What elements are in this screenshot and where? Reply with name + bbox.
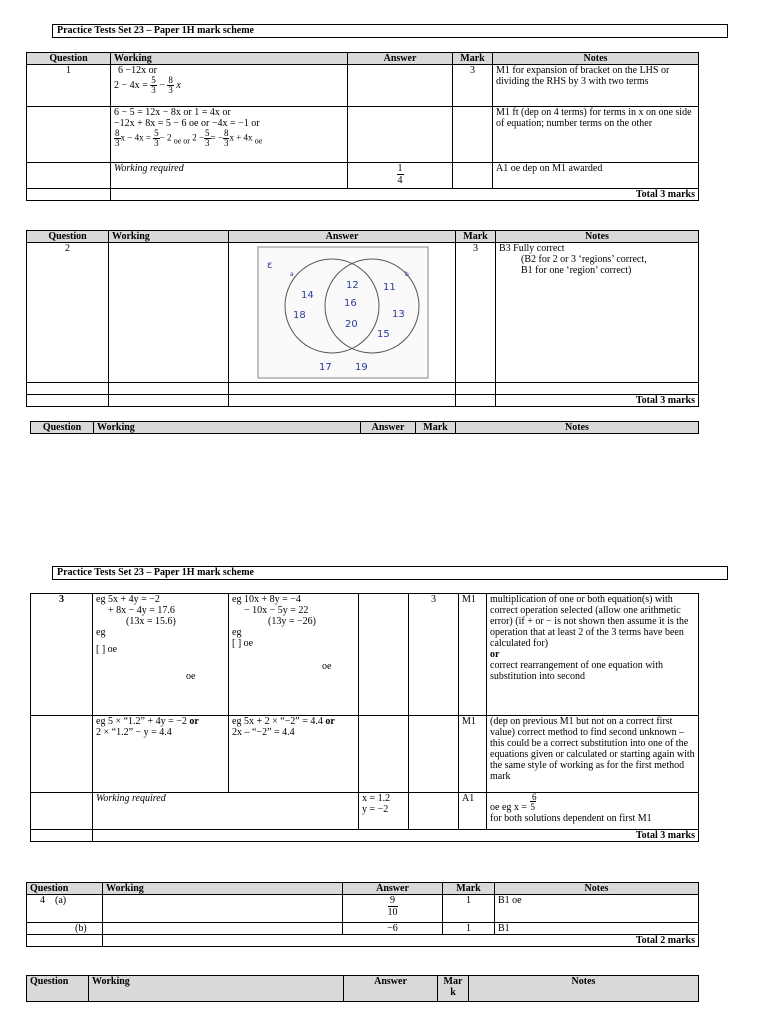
table-header-row <box>31 422 699 434</box>
working-line: eg 5 × “1.2” + 4y = −2 <box>96 716 187 727</box>
mark-cell: 1 <box>443 923 495 935</box>
col-question: Question <box>27 231 109 243</box>
working-cell <box>229 716 359 793</box>
oe-label: oe or <box>173 136 190 146</box>
table-row <box>27 383 699 395</box>
venn-a-only-value: 18 <box>293 310 306 321</box>
venn-both-value: 20 <box>345 319 358 330</box>
working-line: − 2 <box>159 132 172 143</box>
notes-cell: M1 ft (dep on 4 terms) for terms in x on one side of equation; number terms on the other <box>493 107 699 163</box>
notes-line: (B2 for 2 or 3 ‘regions’ correct, <box>521 254 647 265</box>
answer-x: x = 1.2 <box>362 793 391 804</box>
working-cell <box>109 243 229 383</box>
table-header-row <box>27 883 699 895</box>
question-number: 1 <box>27 65 111 107</box>
venn-label-a: a <box>290 271 294 278</box>
oe-label: oe <box>254 136 263 146</box>
table-row <box>27 107 699 163</box>
part-label: (b) <box>75 923 87 934</box>
notes-cell: B1 oe <box>495 895 699 923</box>
col-mark <box>438 976 469 1002</box>
venn-both-value: 16 <box>344 298 357 309</box>
total-marks: Total 2 marks <box>103 935 699 947</box>
working-cell <box>93 716 229 793</box>
question-2-table <box>26 230 699 407</box>
venn-diagram <box>257 246 429 380</box>
mark-cell: 3 <box>409 594 459 716</box>
mark-code: M1 <box>459 594 487 716</box>
answer-cell <box>348 163 453 189</box>
answer-fraction: $\frac{9}{10}$ <box>387 895 398 918</box>
table-row <box>31 793 699 830</box>
working-line: − 10x − 5y = 22 <box>244 605 309 616</box>
venn-label-b: b <box>405 271 409 278</box>
working-line: eg <box>232 627 242 638</box>
col-answer: Answer <box>229 231 456 243</box>
notes-line: B3 Fully correct <box>499 243 565 254</box>
notes-line: correct rearrangement of one equation with substitution into second <box>490 660 663 682</box>
answer-cell <box>359 793 409 830</box>
question-number: 3 <box>31 594 93 716</box>
next-question-header-table <box>26 975 699 1002</box>
venn-b-only-value: 15 <box>377 329 390 340</box>
col-working: Working <box>111 53 348 65</box>
table-row <box>31 716 699 793</box>
notes-cell <box>487 793 699 830</box>
fraction: $\frac{5}{3}$ <box>151 75 156 95</box>
variable: x <box>176 79 181 91</box>
col-notes: Notes <box>469 976 699 1002</box>
answer-cell <box>359 594 409 716</box>
working-line: x − 4x = <box>120 132 151 143</box>
col-notes: Notes <box>495 883 699 895</box>
working-line: −12x + 8x = 5 − 6 oe or −4x = −1 or <box>114 118 260 129</box>
notes-line: multiplication of one or both equation(s) with correct operation selected (allow one arithmetic error) (if + or − is not shown then assume it is the operation that at least 2 of the 3 terms have been calculated for) <box>490 594 689 649</box>
mark-code: A1 <box>459 793 487 830</box>
working-cell <box>93 594 229 716</box>
or-label: or <box>189 716 199 727</box>
fraction: $\frac{5}{3}$ <box>154 128 159 148</box>
col-notes: Notes <box>493 53 699 65</box>
mark-cell: 1 <box>443 895 495 923</box>
working-line: + 8x − 4y = 17.6 <box>108 605 175 616</box>
col-mark: Mark <box>443 883 495 895</box>
question-4-table <box>26 882 699 947</box>
total-row <box>27 189 699 201</box>
fraction: $\frac{8}{3}$ <box>168 75 173 95</box>
working-line: x + 4x <box>229 132 253 143</box>
fraction-numerator: 6 <box>532 792 537 802</box>
working-line: eg 5x + 2 × “−2” = 4.4 <box>232 716 323 727</box>
working-cell <box>111 107 348 163</box>
page-header <box>52 566 728 580</box>
answer-cell <box>343 895 443 923</box>
col-notes: Notes <box>456 422 699 434</box>
notes-cell: (dep on previous M1 but not on a correct first value) correct method to find second unknown – this could be a correct substitution into one of the equations given or calculated or starting again with the same style of working as for the first method mark <box>487 716 699 793</box>
working-line: [ ] oe <box>232 638 254 649</box>
answer-cell <box>229 243 456 383</box>
working-line: 2 − 4x = <box>114 79 148 91</box>
col-answer: Answer <box>343 883 443 895</box>
venn-label-universal: ε <box>267 260 273 271</box>
working-line: 6 − 5 = 12x − 8x or 1 = 4x or <box>114 107 231 118</box>
venn-outside-value: 17 <box>319 362 332 373</box>
col-question: Question <box>27 976 89 1002</box>
working-line: eg <box>96 627 106 638</box>
venn-b-only-value: 13 <box>392 309 405 320</box>
table-header-row <box>27 53 699 65</box>
fraction: $\frac{8}{3}$ <box>223 128 229 148</box>
answer-cell <box>348 65 453 107</box>
working-cell <box>229 594 359 716</box>
col-notes: Notes <box>496 231 699 243</box>
working-line: oe <box>186 671 196 682</box>
col-working: Working <box>103 883 343 895</box>
col-question: Question <box>31 422 94 434</box>
notes-cell <box>487 594 699 716</box>
working-cell: Working required <box>111 163 348 189</box>
total-row <box>27 395 699 407</box>
total-row <box>31 830 699 842</box>
col-answer: Answer <box>344 976 438 1002</box>
page-header-title: Practice Tests Set 23 – Paper 1H mark scheme <box>57 25 254 36</box>
col-mark-line: Mar <box>443 976 463 987</box>
notes-line: oe eg x = <box>490 802 528 813</box>
total-marks: Total 3 marks <box>496 395 699 407</box>
mark-cell: 3 <box>453 65 493 107</box>
or-label: or <box>325 716 335 727</box>
working-line: [ ] oe <box>96 644 118 655</box>
table-header-row <box>27 231 699 243</box>
venn-both-value: 12 <box>346 280 359 291</box>
working-line: = − <box>210 132 223 143</box>
working-line: eg 10x + 8y = −4 <box>232 594 301 605</box>
question-part <box>27 895 103 923</box>
col-working: Working <box>94 422 361 434</box>
col-working: Working <box>109 231 229 243</box>
notes-line: for both solutions dependent on first M1 <box>490 813 652 824</box>
table-row <box>27 923 699 935</box>
venn-a-only-value: 14 <box>301 290 314 301</box>
question-1-table <box>26 52 699 201</box>
question-3-table <box>30 593 699 842</box>
answer-fraction: $\frac{1}{4}$ <box>397 163 403 186</box>
col-question: Question <box>27 883 103 895</box>
col-mark: Mark <box>453 53 493 65</box>
working-line: oe <box>322 661 332 672</box>
fraction: $\frac{8}{3}$ <box>115 128 120 148</box>
working-line: (13x = 15.6) <box>126 616 176 627</box>
col-answer: Answer <box>361 422 416 434</box>
continuation-header-table <box>30 421 699 434</box>
col-answer: Answer <box>348 53 453 65</box>
table-row <box>27 243 699 383</box>
working-line: eg 5x + 4y = −2 <box>96 594 160 605</box>
working-line: 2x – “−2” = 4.4 <box>232 727 295 738</box>
notes-cell: B1 <box>495 923 699 935</box>
working-line: 2 − <box>192 132 205 143</box>
table-row <box>31 594 699 716</box>
working-line: 2 × “1.2” − y = 4.4 <box>96 727 172 738</box>
table-row <box>27 895 699 923</box>
col-question: Question <box>27 53 111 65</box>
notes-or: or <box>490 649 500 660</box>
table-header-row <box>27 976 699 1002</box>
fraction: $\frac{5}{3}$ <box>205 128 210 148</box>
answer-cell: −6 <box>343 923 443 935</box>
question-part <box>27 923 103 935</box>
part-label: (a) <box>55 895 67 906</box>
working-line: 6 −12x or <box>118 65 157 76</box>
col-working: Working <box>89 976 344 1002</box>
col-mark: Mark <box>416 422 456 434</box>
mark-code: M1 <box>459 716 487 793</box>
page-header-title: Practice Tests Set 23 – Paper 1H mark scheme <box>57 567 254 578</box>
working-cell: Working required <box>93 793 359 830</box>
venn-b-only-value: 11 <box>383 282 396 293</box>
page-header <box>52 24 728 38</box>
notes-line: B1 for one ‘region’ correct) <box>521 265 632 276</box>
total-row <box>27 935 699 947</box>
notes-cell: M1 for expansion of bracket on the LHS or dividing the RHS by 3 with two terms <box>493 65 699 107</box>
question-number: 4 <box>40 895 45 906</box>
fraction-denominator: 5 <box>530 802 536 812</box>
notes-cell <box>496 243 699 383</box>
table-row <box>27 163 699 189</box>
venn-outside-value: 19 <box>355 362 368 373</box>
total-marks: Total 3 marks <box>93 830 699 842</box>
answer-y: y = −2 <box>362 804 389 815</box>
col-mark: Mark <box>456 231 496 243</box>
question-number: 2 <box>27 243 109 383</box>
total-marks: Total 3 marks <box>111 189 699 201</box>
notes-cell: A1 oe dep on M1 awarded <box>493 163 699 189</box>
mark-cell: 3 <box>456 243 496 383</box>
table-row <box>27 65 699 107</box>
working-line: (13y = −26) <box>268 616 316 627</box>
working-cell: 6 −12x or 2 − 4x = $\frac{5}{3}$ − $\frac{8}{3}$ x <box>111 65 348 107</box>
col-mark-line: k <box>450 987 456 998</box>
